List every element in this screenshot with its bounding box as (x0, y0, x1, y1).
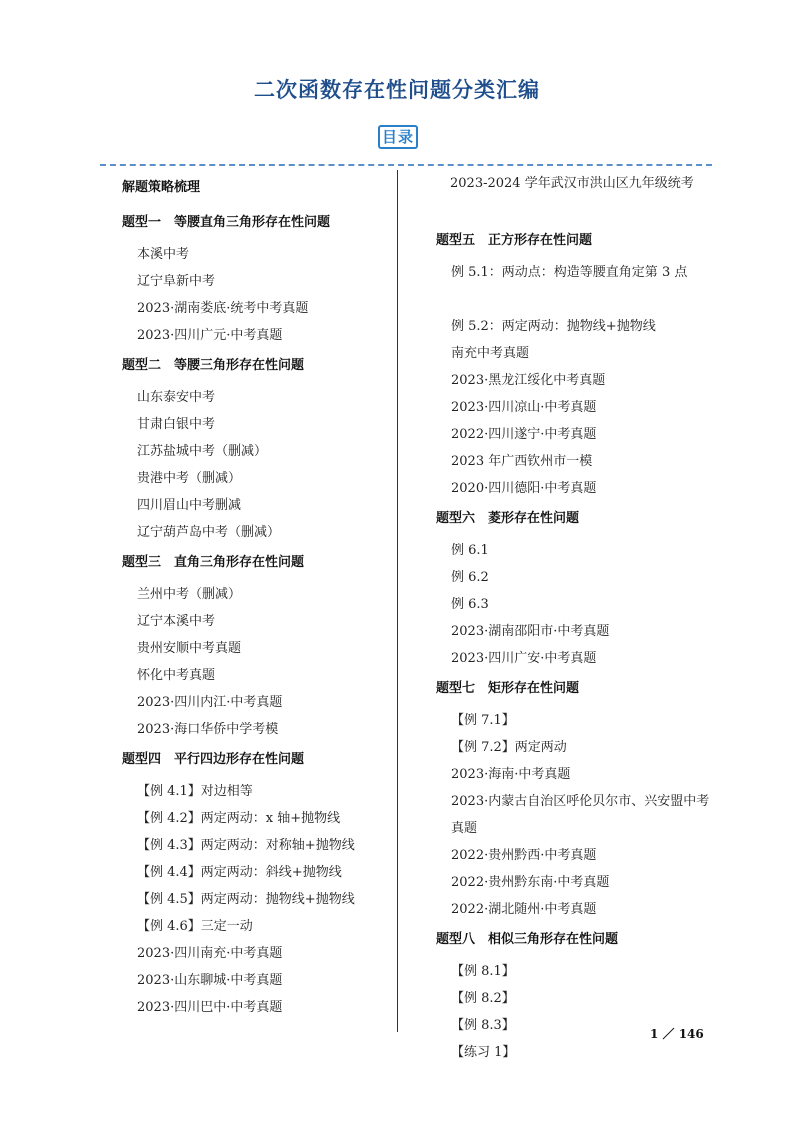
toc-entry[interactable]: 【例 4.2】两定两动：x 轴+抛物线 (137, 811, 341, 826)
toc-left-column (122, 174, 390, 1021)
toc-entry[interactable]: 2022·湖北随州·中考真题 (451, 902, 597, 917)
toc-entry[interactable]: 【例 4.5】两定两动：抛物线+抛物线 (137, 892, 355, 907)
toc-entry[interactable]: 【例 7.2】两定两动 (451, 740, 567, 755)
toc-entry[interactable]: 【例 7.1】 (451, 713, 515, 728)
toc-entry[interactable]: 南充中考真题 (451, 346, 530, 361)
toc-entry[interactable]: 2023·湖南娄底·统考中考真题 (137, 301, 309, 316)
toc-entry[interactable]: 例 5.2：两定两动：抛物线+抛物线 (451, 319, 656, 334)
toc-entry[interactable]: 例 5.1：两动点：构造等腰直角定第 3 点 (451, 265, 688, 280)
page-number: 1 ／ 146 (650, 1027, 704, 1041)
dashed-divider (100, 164, 712, 166)
toc-section-heading[interactable]: 题型四 平行四边形存在性问题 (122, 752, 305, 767)
column-divider (397, 170, 398, 1032)
toc-entry[interactable]: 本溪中考 (137, 247, 190, 262)
toc-entry[interactable]: 2023·黑龙江绥化中考真题 (451, 373, 606, 388)
toc-entry[interactable]: 辽宁本溪中考 (137, 614, 216, 629)
toc-entry[interactable]: 2023·四川凉山·中考真题 (451, 400, 597, 415)
toc-entry[interactable]: 2023·山东聊城·中考真题 (137, 973, 283, 988)
toc-entry[interactable]: 江苏盐城中考（删减） (137, 444, 268, 459)
toc-entry[interactable]: 怀化中考真题 (137, 668, 216, 683)
toc-section-heading[interactable]: 题型五 正方形存在性问题 (436, 233, 593, 248)
toc-entry[interactable]: 2023·四川南充·中考真题 (137, 946, 283, 961)
document-title: 二次函数存在性问题分类汇编 (254, 78, 540, 102)
toc-entry[interactable]: 2023·四川广元·中考真题 (137, 328, 283, 343)
toc-entry[interactable]: 2022·四川遂宁·中考真题 (451, 427, 597, 442)
toc-entry[interactable]: 2023·海口华侨中学考模 (137, 722, 279, 737)
toc-entry[interactable]: 【例 8.3】 (451, 1018, 515, 1033)
toc-label: 目录 (378, 125, 418, 149)
toc-entry[interactable]: 2023·四川巴中·中考真题 (137, 1000, 283, 1015)
toc-entry[interactable]: 2023·四川内江·中考真题 (137, 695, 283, 710)
toc-section-heading[interactable]: 题型七 矩形存在性问题 (436, 681, 580, 696)
toc-section-heading[interactable]: 题型八 相似三角形存在性问题 (436, 932, 619, 947)
toc-label-icon (374, 124, 422, 150)
toc-entry[interactable]: 2020·四川德阳·中考真题 (451, 481, 597, 496)
toc-entry[interactable]: 2023·湖南邵阳市·中考真题 (451, 624, 610, 639)
toc-entry[interactable]: 甘肃白银中考 (137, 417, 216, 432)
toc-entry[interactable]: 辽宁阜新中考 (137, 274, 216, 289)
toc-section-heading[interactable]: 题型六 菱形存在性问题 (436, 511, 580, 526)
toc-entry[interactable]: 【例 4.1】对边相等 (137, 784, 253, 799)
toc-entry[interactable]: 例 6.3 (451, 597, 489, 612)
toc-entry[interactable]: 2023 年广西钦州市一模 (451, 454, 593, 469)
toc-entry[interactable]: 2023·海南·中考真题 (451, 767, 571, 782)
toc-entry[interactable]: 贵港中考（删减） (137, 471, 242, 486)
toc-entry[interactable]: 2023·内蒙古自治区呼伦贝尔市、兴安盟中考真题 (451, 794, 710, 836)
toc-entry[interactable]: 辽宁葫芦岛中考（删减） (137, 525, 281, 540)
toc-section-heading[interactable]: 题型二 等腰三角形存在性问题 (122, 358, 305, 373)
toc-right-column (436, 170, 716, 1066)
toc-entry[interactable]: 2023-2024 学年武汉市洪山区九年级统考 (450, 176, 694, 191)
toc-entry[interactable]: 例 6.1 (451, 543, 489, 558)
toc-entry[interactable]: 四川眉山中考删减 (137, 498, 242, 513)
toc-entry[interactable]: 2022·贵州黔西·中考真题 (451, 848, 597, 863)
toc-entry[interactable]: 【例 4.6】三定一动 (137, 919, 253, 934)
toc-section-heading[interactable]: 解题策略梳理 (122, 180, 201, 195)
toc-entry[interactable]: 兰州中考（删减） (137, 587, 242, 602)
toc-entry[interactable]: 【例 8.1】 (451, 964, 515, 979)
toc-section-heading[interactable]: 题型一 等腰直角三角形存在性问题 (122, 215, 331, 230)
toc-entry[interactable]: 【例 4.3】两定两动：对称轴+抛物线 (137, 838, 355, 853)
toc-entry[interactable]: 【练习 1】 (451, 1045, 516, 1060)
toc-entry[interactable]: 2022·贵州黔东南·中考真题 (451, 875, 610, 890)
toc-entry[interactable]: 贵州安顺中考真题 (137, 641, 242, 656)
toc-section-heading[interactable]: 题型三 直角三角形存在性问题 (122, 555, 305, 570)
toc-entry[interactable]: 山东泰安中考 (137, 390, 216, 405)
toc-entry[interactable]: 2023·四川广安·中考真题 (451, 651, 597, 666)
toc-entry[interactable]: 例 6.2 (451, 570, 489, 585)
toc-entry[interactable]: 【例 8.2】 (451, 991, 515, 1006)
toc-entry[interactable]: 【例 4.4】两定两动：斜线+抛物线 (137, 865, 342, 880)
